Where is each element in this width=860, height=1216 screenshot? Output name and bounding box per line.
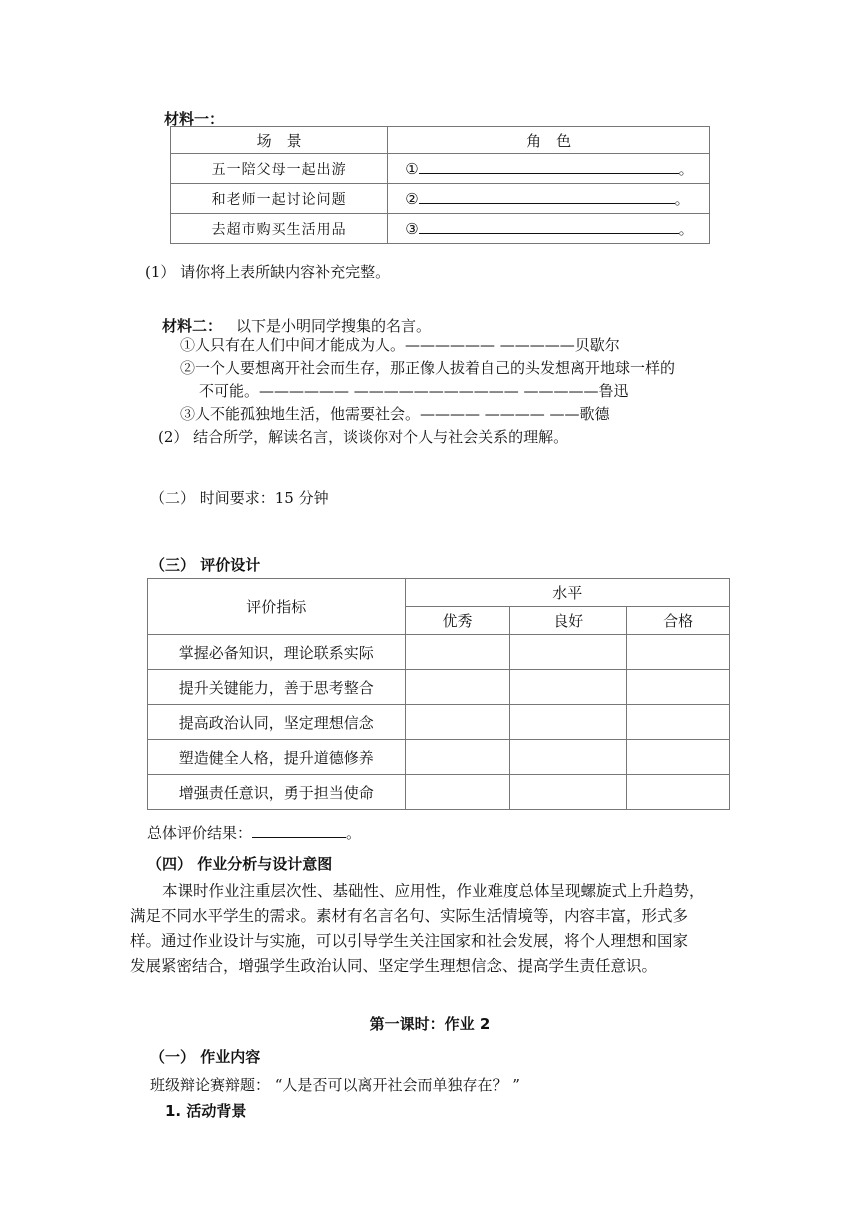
- material1-label: 材料一：: [164, 110, 225, 128]
- score-cell[interactable]: [405, 705, 510, 740]
- table-row: [171, 154, 710, 184]
- material2-header: [162, 315, 431, 336]
- result-end: 。: [346, 824, 362, 842]
- overall-result: [147, 822, 361, 843]
- answer-blank[interactable]: [419, 221, 679, 234]
- table-row: [148, 775, 730, 810]
- role-marker: ③: [405, 220, 419, 238]
- score-cell[interactable]: [627, 740, 730, 775]
- role-marker: ①: [405, 160, 419, 178]
- time-requirement: （二） 时间要求：15 分钟: [150, 489, 329, 507]
- result-blank[interactable]: [252, 825, 346, 838]
- indicator-cell: 提高政治认同，坚定理想信念: [148, 705, 406, 740]
- question-2: (2） 结合所学，解读名言，谈谈你对个人与社会关系的理解。: [158, 428, 569, 446]
- question-1: (1） 请你将上表所缺内容补充完整。: [145, 263, 391, 281]
- score-cell[interactable]: [627, 705, 730, 740]
- indicator-cell: 掌握必备知识，理论联系实际: [148, 635, 406, 670]
- level-good: 良好: [510, 607, 627, 635]
- score-cell[interactable]: [627, 635, 730, 670]
- scene-cell: 五一陪父母一起出游: [171, 154, 388, 184]
- role-end: 。: [678, 220, 694, 238]
- analysis-line: 样。通过作业设计与实施，可以引导学生关注国家和社会发展，将个人理想和国家: [130, 932, 689, 950]
- score-cell[interactable]: [510, 775, 627, 810]
- analysis-paragraph: [130, 879, 750, 979]
- activity-background: 1. 活动背景: [165, 1102, 247, 1120]
- table-row: [148, 705, 730, 740]
- indicator-cell: 提升关键能力，善于思考整合: [148, 670, 406, 705]
- role-end: 。: [678, 160, 694, 178]
- role-cell[interactable]: [388, 154, 710, 184]
- role-cell[interactable]: [388, 184, 710, 214]
- table-row: [148, 670, 730, 705]
- quote-1: ①人只有在人们中间才能成为人。—————— —————贝歇尔: [180, 336, 620, 354]
- table-row: [171, 184, 710, 214]
- lesson-section: （一） 作业内容: [150, 1048, 261, 1066]
- score-cell[interactable]: [510, 635, 627, 670]
- role-header: 角 色: [388, 127, 710, 154]
- evaluation-heading: （三） 评价设计: [150, 556, 261, 574]
- material2-label: 材料二：: [162, 317, 223, 335]
- scene-cell: 去超市购买生活用品: [171, 214, 388, 244]
- indicator-cell: 增强责任意识，勇于担当使命: [148, 775, 406, 810]
- table-row: [148, 635, 730, 670]
- quote-3: ③人不能孤独地生活，他需要社会。———— ———— ——歌德: [180, 405, 610, 423]
- role-cell[interactable]: [388, 214, 710, 244]
- table-row: [148, 740, 730, 775]
- quote-2: ②一个人要想离开社会而生存，那正像人拔着自己的头发想离开地球一样的: [180, 359, 676, 377]
- score-cell[interactable]: [510, 670, 627, 705]
- answer-blank[interactable]: [419, 161, 679, 174]
- scene-header: 场 景: [171, 127, 388, 154]
- level-pass: 合格: [627, 607, 730, 635]
- debate-topic: 班级辩论赛辩题： “人是否可以离开社会而单独存在？ ”: [150, 1076, 520, 1094]
- score-cell[interactable]: [627, 775, 730, 810]
- score-cell[interactable]: [405, 635, 510, 670]
- analysis-line: 本课时作业注重层次性、基础性、应用性，作业难度总体呈现螺旋式上升趋势，: [162, 882, 705, 900]
- analysis-line: 发展紧密结合，增强学生政治认同、坚定学生理想信念、提高学生责任意识。: [130, 957, 658, 975]
- role-marker: ②: [405, 190, 419, 208]
- level-excellent: 优秀: [405, 607, 510, 635]
- score-cell[interactable]: [405, 670, 510, 705]
- analysis-heading: （四） 作业分析与设计意图: [147, 855, 333, 873]
- evaluation-table: [147, 578, 730, 810]
- score-cell[interactable]: [405, 740, 510, 775]
- lesson-title: 第一课时：作业 2: [369, 1015, 491, 1033]
- indicator-header: 评价指标: [148, 579, 406, 635]
- score-cell[interactable]: [510, 705, 627, 740]
- result-label: 总体评价结果：: [147, 824, 253, 842]
- role-end: 。: [674, 190, 690, 208]
- table-row: [171, 214, 710, 244]
- score-cell[interactable]: [405, 775, 510, 810]
- material2-intro: 以下是小明同学搜集的名言。: [236, 317, 432, 335]
- level-header: 水平: [405, 579, 729, 607]
- score-cell[interactable]: [627, 670, 730, 705]
- roles-table: [170, 126, 710, 244]
- indicator-cell: 塑造健全人格，提升道德修养: [148, 740, 406, 775]
- score-cell[interactable]: [510, 740, 627, 775]
- analysis-line: 满足不同水平学生的需求。素材有名言名句、实际生活情境等，内容丰富，形式多: [130, 907, 689, 925]
- quote-2-cont: 不可能。—————— ——————————— —————鲁迅: [199, 382, 629, 400]
- scene-cell: 和老师一起讨论问题: [171, 184, 388, 214]
- answer-blank[interactable]: [419, 191, 675, 204]
